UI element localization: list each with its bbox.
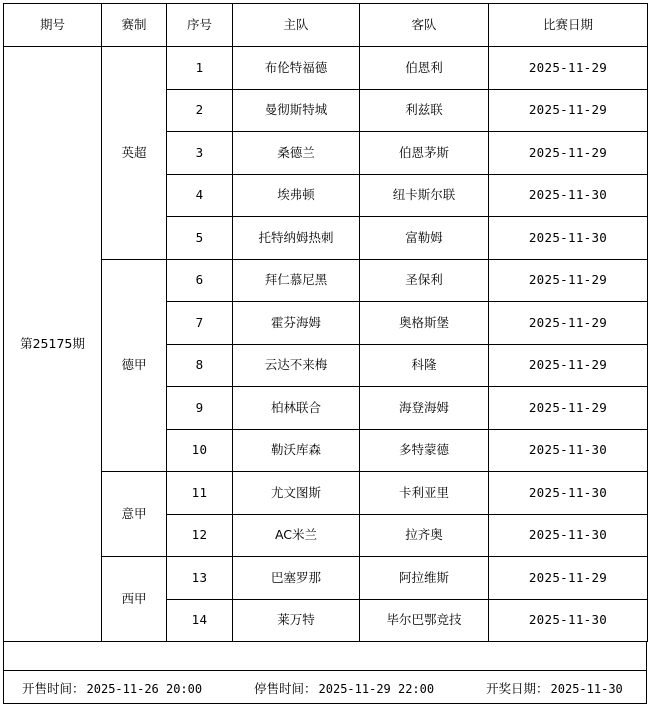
match-date-cell: 2025-11-29: [489, 344, 648, 387]
home-team-cell: 布伦特福德: [233, 47, 360, 90]
match-number-cell: 4: [167, 174, 233, 217]
match-number-cell: 9: [167, 387, 233, 430]
match-number-cell: 6: [167, 259, 233, 302]
match-number-cell: 13: [167, 557, 233, 600]
match-number-cell: 3: [167, 132, 233, 175]
match-number-cell: 2: [167, 89, 233, 132]
home-team-cell: 莱万特: [233, 599, 360, 642]
sale-info-footer: [3, 671, 647, 704]
header-match-date: 比赛日期: [489, 4, 648, 47]
sale-end-info: [254, 679, 434, 697]
home-team-cell: 柏林联合: [233, 387, 360, 430]
away-team-cell: 富勒姆: [360, 217, 489, 260]
home-team-cell: 拜仁慕尼黑: [233, 259, 360, 302]
match-number-cell: 10: [167, 429, 233, 472]
match-date-cell: 2025-11-30: [489, 429, 648, 472]
sale-start-info: [22, 679, 202, 697]
header-league: 赛制: [102, 4, 167, 47]
match-date-cell: 2025-11-29: [489, 89, 648, 132]
away-team-cell: 伯恩利: [360, 47, 489, 90]
home-team-cell: 托特纳姆热刺: [233, 217, 360, 260]
header-row: [4, 4, 648, 47]
away-team-cell: 纽卡斯尔联: [360, 174, 489, 217]
match-number-cell: 14: [167, 599, 233, 642]
sale-end-label: 停售时间：: [254, 681, 317, 696]
match-date-cell: 2025-11-30: [489, 217, 648, 260]
sale-end-value: 2025-11-29 22:00: [318, 682, 435, 696]
home-team-cell: 巴塞罗那: [233, 557, 360, 600]
league-cell: 英超: [102, 47, 167, 260]
home-team-cell: 霍芬海姆: [233, 302, 360, 345]
match-date-cell: 2025-11-30: [489, 174, 648, 217]
match-row: [4, 47, 648, 90]
home-team-cell: 云达不来梅: [233, 344, 360, 387]
away-team-cell: 卡利亚里: [360, 472, 489, 515]
league-cell: 西甲: [102, 557, 167, 642]
header-away-team: 客队: [360, 4, 489, 47]
match-number-cell: 12: [167, 514, 233, 557]
match-number-cell: 7: [167, 302, 233, 345]
away-team-cell: 利兹联: [360, 89, 489, 132]
draw-date-label: 开奖日期：: [486, 681, 549, 696]
issue-cell: 第25175期: [4, 47, 102, 642]
match-date-cell: 2025-11-29: [489, 132, 648, 175]
blank-row: [3, 642, 647, 671]
match-number-cell: 5: [167, 217, 233, 260]
match-date-cell: 2025-11-29: [489, 47, 648, 90]
draw-date-info: [486, 679, 623, 697]
home-team-cell: AC米兰: [233, 514, 360, 557]
away-team-cell: 科隆: [360, 344, 489, 387]
away-team-cell: 海登海姆: [360, 387, 489, 430]
away-team-cell: 拉齐奥: [360, 514, 489, 557]
match-date-cell: 2025-11-30: [489, 599, 648, 642]
away-team-cell: 奥格斯堡: [360, 302, 489, 345]
away-team-cell: 毕尔巴鄂竞技: [360, 599, 489, 642]
sale-start-value: 2025-11-26 20:00: [86, 682, 203, 696]
away-team-cell: 伯恩茅斯: [360, 132, 489, 175]
home-team-cell: 曼彻斯特城: [233, 89, 360, 132]
home-team-cell: 埃弗顿: [233, 174, 360, 217]
header-issue: 期号: [4, 4, 102, 47]
away-team-cell: 多特蒙德: [360, 429, 489, 472]
league-cell: 意甲: [102, 472, 167, 557]
schedule-table: [3, 3, 648, 642]
match-date-cell: 2025-11-29: [489, 557, 648, 600]
schedule-table-wrapper: [3, 3, 647, 642]
sale-start-label: 开售时间：: [22, 681, 85, 696]
match-date-cell: 2025-11-29: [489, 259, 648, 302]
match-number-cell: 8: [167, 344, 233, 387]
home-team-cell: 勒沃库森: [233, 429, 360, 472]
home-team-cell: 尤文图斯: [233, 472, 360, 515]
home-team-cell: 桑德兰: [233, 132, 360, 175]
match-date-cell: 2025-11-29: [489, 302, 648, 345]
draw-date-value: 2025-11-30: [550, 682, 623, 696]
match-number-cell: 1: [167, 47, 233, 90]
schedule-body: [4, 47, 648, 642]
match-number-cell: 11: [167, 472, 233, 515]
away-team-cell: 圣保利: [360, 259, 489, 302]
away-team-cell: 阿拉维斯: [360, 557, 489, 600]
league-cell: 德甲: [102, 259, 167, 472]
match-date-cell: 2025-11-30: [489, 472, 648, 515]
match-date-cell: 2025-11-30: [489, 514, 648, 557]
match-date-cell: 2025-11-29: [489, 387, 648, 430]
header-number: 序号: [167, 4, 233, 47]
header-home-team: 主队: [233, 4, 360, 47]
